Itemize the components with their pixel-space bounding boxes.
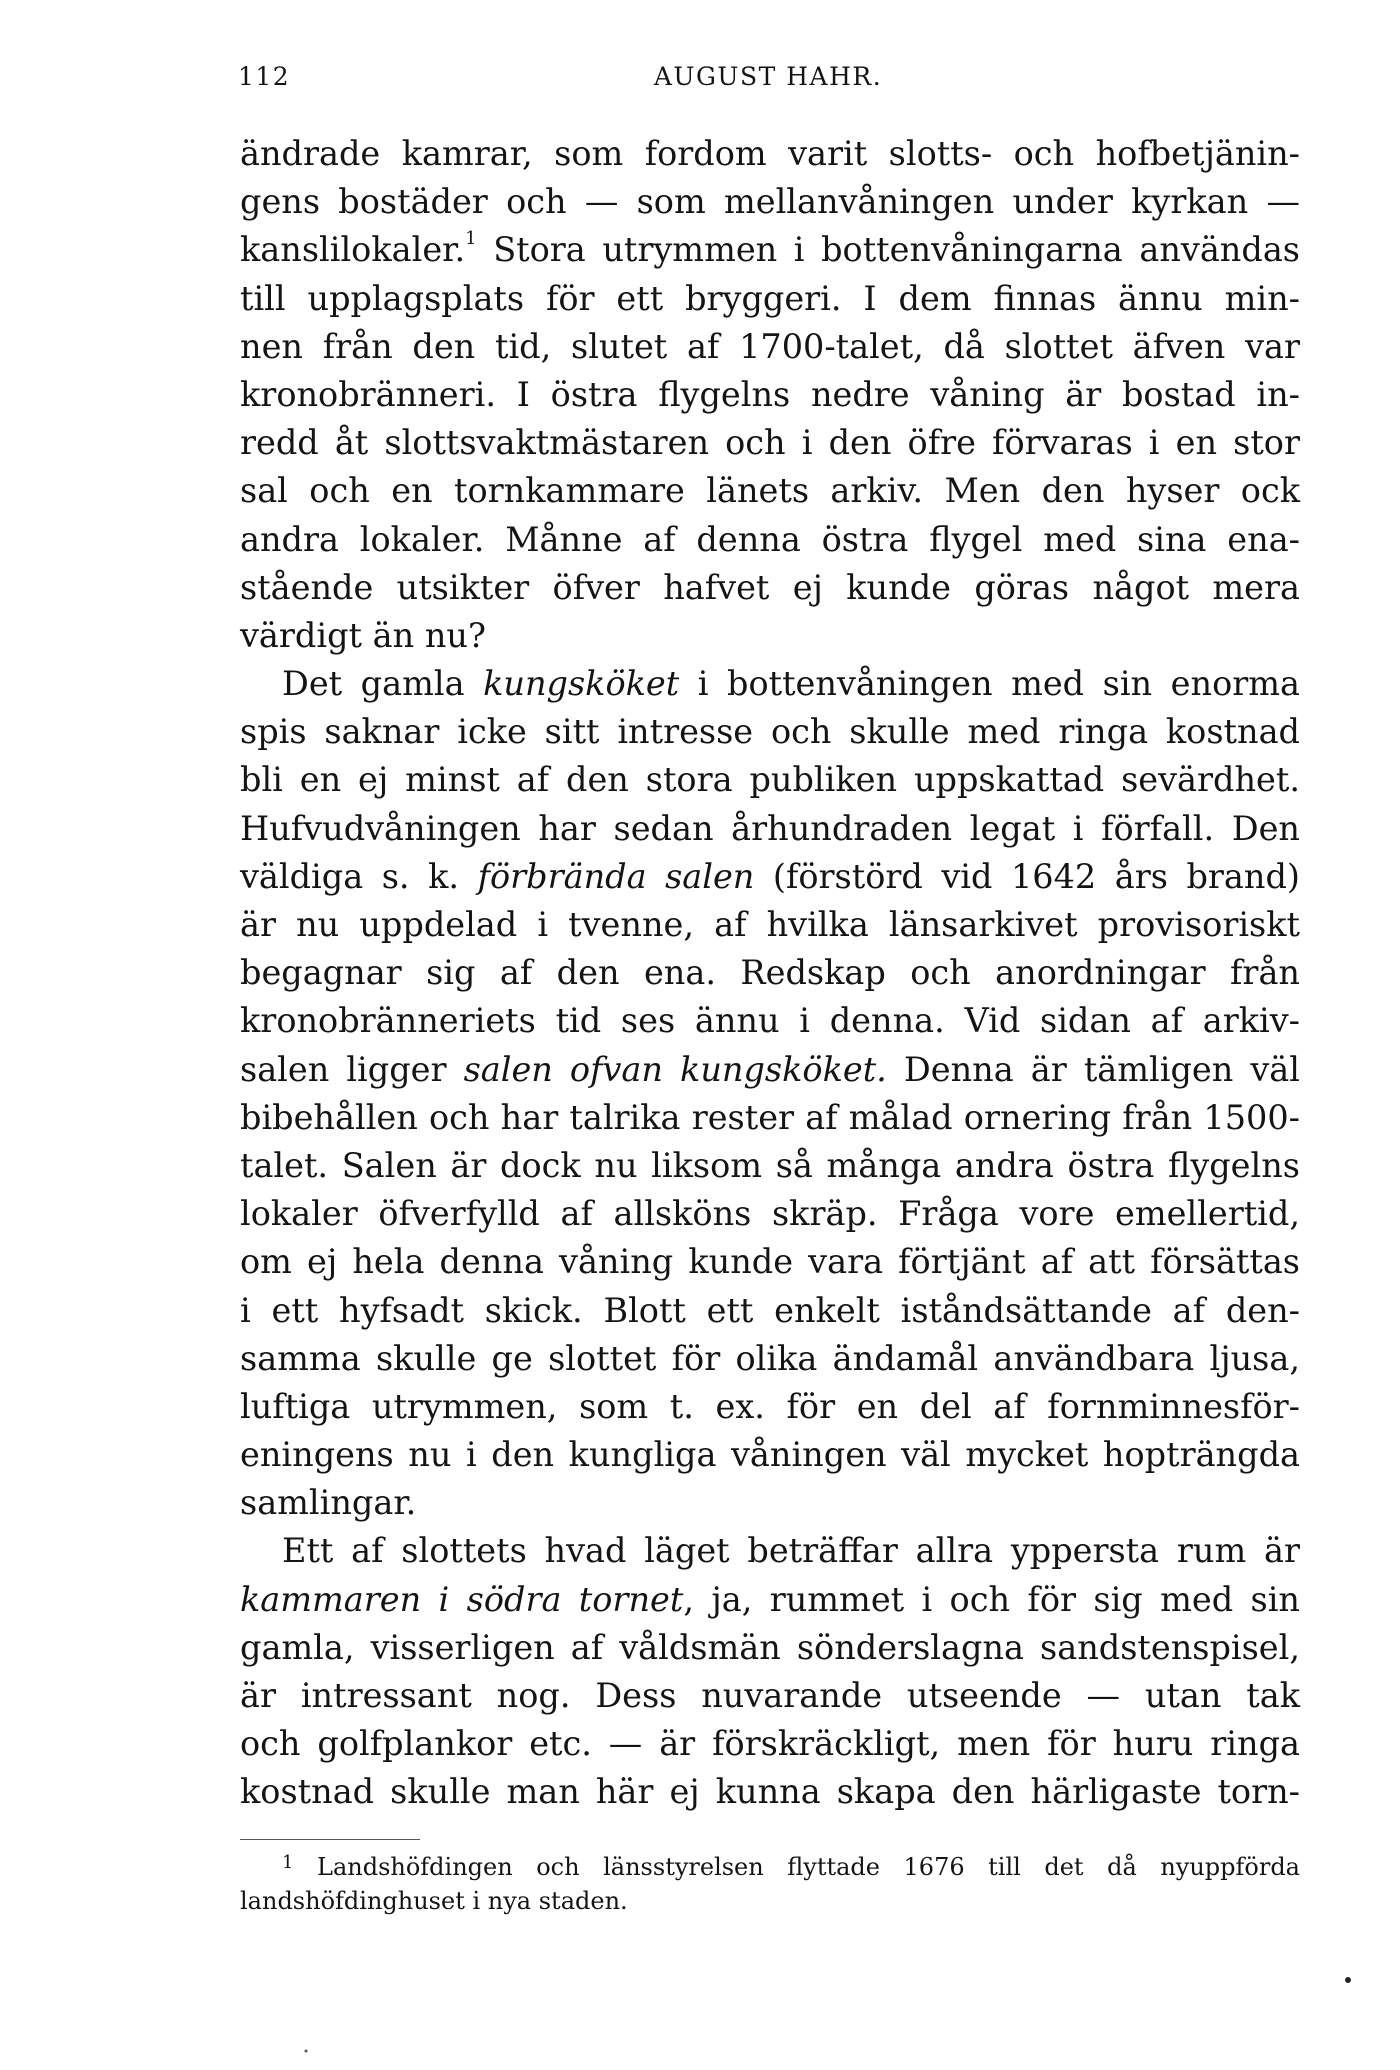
text-line: om ej hela denna våning kunde vara förtjänt af att försättas bbox=[240, 1242, 1300, 1282]
italic-term: förbrända salen bbox=[477, 856, 755, 896]
italic-term: kammaren i södra tornet bbox=[240, 1579, 684, 1619]
text-line: sal och en tornkammare länets arkiv. Men den hyser ock bbox=[240, 471, 1300, 511]
footnote-line: landshöfdinghuset i nya staden. bbox=[240, 1887, 628, 1915]
text-line: värdigt än nu? bbox=[240, 615, 486, 655]
text-line: talet. Salen är dock nu liksom så många andra östra flygelns bbox=[240, 1145, 1300, 1185]
text-line: Hufvudvåningen har sedan århundraden legat i förfall. Den bbox=[240, 808, 1300, 848]
text-line: väldiga s. k. förbrända salen (förstörd vid 1642 års brand) bbox=[240, 856, 1300, 896]
footnote-line: $^1$ Landshöfdingen och länsstyrelsen flyttade 1676 till det då nyuppförda bbox=[282, 1852, 1300, 1881]
text-line: redd åt slottsvaktmästaren och i den öfre förvaras i en stor bbox=[240, 423, 1300, 463]
text-line: begagnar sig af den ena. Redskap och anordningar från bbox=[240, 953, 1300, 993]
text-line: är intressant nog. Dess nuvarande utseende — utan tak bbox=[240, 1676, 1300, 1715]
text-line: nen från den tid, slutet af 1700-talet, då slottet äfven var bbox=[240, 326, 1300, 366]
footnote-marker: 1 bbox=[282, 1852, 294, 1873]
text-line: ändrade kamrar, som fordom varit slotts- och hofbetjänin- bbox=[240, 134, 1300, 173]
text-line: lokaler öfverfylld af allsköns skräp. Fråga vore emellertid, bbox=[240, 1194, 1300, 1234]
text-line: Det gamla kungsköket i bottenvåningen med sin enorma bbox=[282, 664, 1300, 704]
text-line: andra lokaler. Månne af denna östra flygel med sina ena- bbox=[240, 519, 1300, 559]
text-line: luftiga utrymmen, som t. ex. för en del af fornminnesför- bbox=[240, 1386, 1300, 1426]
running-title: AUGUST HAHR. bbox=[653, 62, 883, 91]
text-line: samlingar. bbox=[240, 1483, 417, 1523]
footnote-reference: 1 bbox=[465, 228, 477, 250]
text-line: kronobränneriets tid ses ännu i denna. Vid sidan af arkiv- bbox=[240, 1001, 1300, 1041]
text-line: gamla, visserligen af våldsmän sönderslagna sandstenspisel, bbox=[240, 1627, 1300, 1667]
text-line: till upplagsplats för ett bryggeri. I dem finnas ännu min- bbox=[240, 278, 1300, 318]
text-line: kammaren i södra tornet, ja, rummet i och för sig med sin bbox=[240, 1579, 1300, 1619]
text-line: kronobränneri. I östra flygelns nedre våning är bostad in- bbox=[240, 374, 1300, 414]
text-line: stående utsikter öfver hafvet ej kunde göras något mera bbox=[240, 567, 1300, 607]
text-line: kanslilokaler.$^1$ Stora utrymmen i bottenvåningarna användas bbox=[240, 228, 1300, 270]
page-number: 112 bbox=[238, 62, 291, 91]
text-line: spis saknar icke sitt intresse och skulle med ringa kostnad bbox=[240, 712, 1300, 752]
text-line: eningens nu i den kungliga våningen väl mycket hopträngda bbox=[240, 1435, 1300, 1475]
text-line: salen ligger salen ofvan kungsköket. Denna är tämligen väl bbox=[240, 1049, 1300, 1089]
text-line: Ett af slottets hvad läget beträffar allra yppersta rum är bbox=[282, 1531, 1300, 1571]
text-line: bibehållen och har talrika rester af målad ornering från 1500- bbox=[240, 1097, 1300, 1137]
text-line: är nu uppdelad i tvenne, af hvilka länsarkivet provisoriskt bbox=[240, 905, 1300, 944]
text-line: gens bostäder och — som mellanvåningen under kyrkan — bbox=[240, 182, 1300, 222]
text-line: kostnad skulle man här ej kunna skapa den härligaste torn- bbox=[240, 1772, 1300, 1812]
text-line: samma skulle ge slottet för olika ändamål användbara ljusa, bbox=[240, 1338, 1300, 1378]
italic-term: salen ofvan kungsköket. bbox=[463, 1049, 887, 1089]
italic-term: kungsköket bbox=[483, 664, 680, 704]
text-line: i ett hyfsadt skick. Blott ett enkelt iståndsättande af den- bbox=[240, 1290, 1300, 1330]
text-line: och golfplankor etc. — är förskräckligt, men för huru ringa bbox=[240, 1724, 1300, 1764]
text-line: bli en ej minst af den stora publiken uppskattad sevärdhet. bbox=[240, 760, 1300, 800]
